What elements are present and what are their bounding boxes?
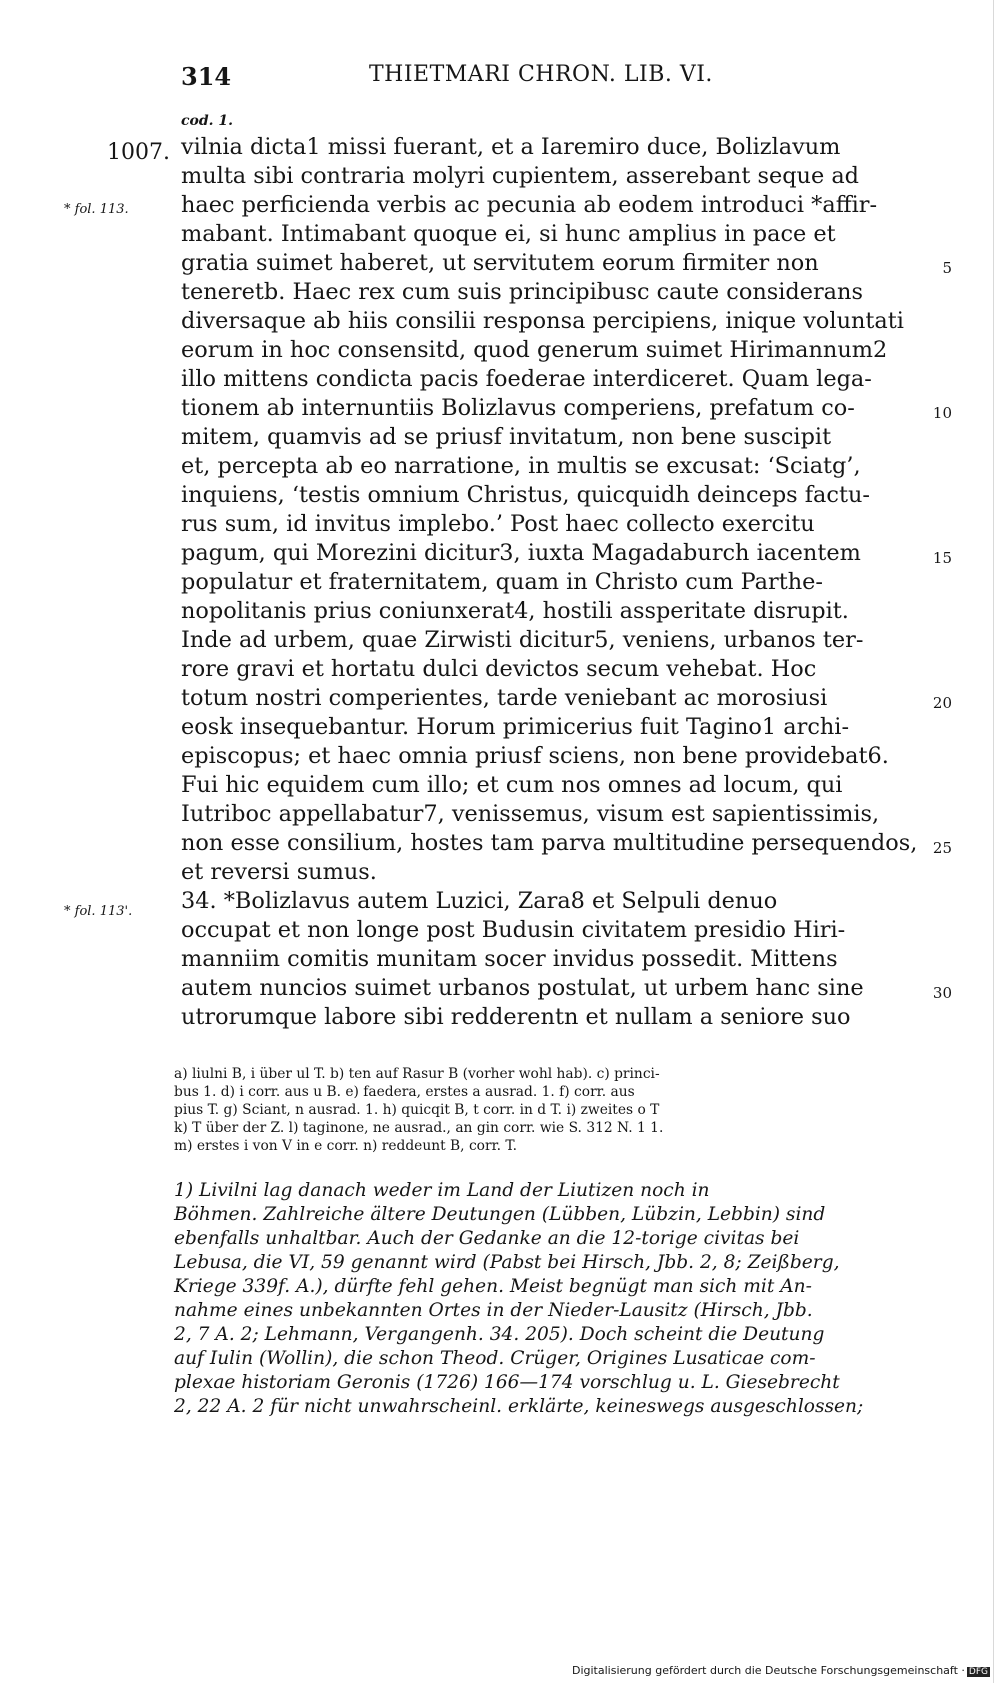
footnote-line: 1) Livilni lag danach weder im Land der Liutizen noch in (174, 1180, 710, 1201)
folio-mark: * fol. 113'. (64, 904, 133, 919)
footnote-line: Lebusa, die VI, 59 genannt wird (Pabst bei Hirsch, Jbb. 2, 8; Zeißberg, (174, 1252, 840, 1273)
footnote-line: 2, 7 A. 2; Lehmann, Vergangenh. 34. 205). Doch scheint die Deutung (174, 1324, 825, 1345)
text-line: Fui hic equidem cum illo; et cum nos omnes ad locum, qui (181, 772, 843, 798)
text-line: totum nostri comperientes, tarde veniebant ac morosiusi (181, 685, 828, 711)
folio-mark: * fol. 113. (64, 202, 129, 217)
text-line: 34. *Bolizlavus autem Luzici, Zara8 et Selpuli denuo (181, 888, 778, 914)
footnote-line: nahme eines unbekannten Ortes in der Nieder-Lausitz (Hirsch, Jbb. (174, 1300, 813, 1321)
year-margin: 1007. (107, 140, 170, 165)
text-line: multa sibi contraria molyri cupientem, asserebant seque ad (181, 163, 860, 189)
variant-line: a) liulni B, i über ul T. b) ten auf Rasur B (vorher wohl hab). c) princi- (174, 1066, 660, 1082)
text-line: gratia suimet haberet, ut servitutem eorum firmiter non (181, 250, 819, 276)
text-line: non esse consilium, hostes tam parva multitudine persequendos, (181, 830, 918, 856)
footnote-line: plexae historiam Geronis (1726) 166—174 vorschlug u. L. Giesebrecht (174, 1372, 840, 1393)
text-line: inquiens, ‘testis omnium Christus, quicquidh deinceps factu- (181, 482, 870, 508)
variant-line: pius T. g) Sciant, n ausrad. 1. h) quicqit B, t corr. in d T. i) zweites o T (174, 1102, 660, 1118)
text-line: episcopus; et haec omnia priusf sciens, non bene providebat6. (181, 743, 889, 769)
footnote-line: auf Iulin (Wollin), die schon Theod. Crüger, Origines Lusaticae com- (174, 1348, 816, 1369)
variant-line: k) T über der Z. l) taginone, ne ausrad., an gin corr. wie S. 312 N. 1 1. (174, 1120, 664, 1136)
line-number: 10 (932, 404, 952, 422)
text-line: pagum, qui Morezini dicitur3, iuxta Magadaburch iacentem (181, 540, 861, 566)
text-line: mitem, quamvis ad se priusf invitatum, non bene suscipit (181, 424, 832, 450)
dfg-logo: DFG (968, 1667, 988, 1677)
cod-note: cod. 1. (181, 113, 234, 129)
text-line: tionem ab internuntiis Bolizlavus comperiens, prefatum co- (181, 395, 855, 421)
page-number: 314 (181, 62, 232, 91)
line-number: 5 (942, 259, 952, 277)
line-number: 20 (932, 694, 952, 712)
colophon-text: Digitalisierung gefördert durch die Deutsche Forschungsgemeinschaft · (571, 1664, 965, 1677)
text-line: rore gravi et hortatu dulci devictos secum vehebat. Hoc (181, 656, 817, 682)
text-line: mabant. Intimabant quoque ei, si hunc amplius in pace et (181, 221, 836, 247)
text-line: diversaque ab hiis consilii responsa percipiens, inique voluntati (181, 308, 904, 334)
line-number: 25 (932, 839, 952, 857)
text-line: rus sum, id invitus implebo.’ Post haec collecto exercitu (181, 511, 815, 537)
text-line: eorum in hoc consensitd, quod generum suimet Hirimannum2 (181, 337, 888, 363)
line-number: 30 (932, 984, 952, 1002)
text-line: Inde ad urbem, quae Zirwisti dicitur5, veniens, urbanos ter- (181, 627, 864, 653)
text-line: autem nuncios suimet urbanos postulat, ut urbem hanc sine (181, 975, 864, 1001)
line-number: 15 (932, 549, 952, 567)
variant-line: bus 1. d) i corr. aus u B. e) faedera, erstes a ausrad. 1. f) corr. aus (174, 1084, 635, 1100)
footnote-line: Kriege 339f. A.), dürfte fehl gehen. Meist begnügt man sich mit An- (174, 1276, 812, 1297)
footnote-line: Böhmen. Zahlreiche ältere Deutungen (Lübben, Lübzin, Lebbin) sind (174, 1204, 826, 1225)
variant-line: m) erstes i von V in e corr. n) reddeunt B, corr. T. (174, 1138, 517, 1154)
footnote-line: 2, 22 A. 2 für nicht unwahrscheinl. erklärte, keineswegs ausgeschlossen; (174, 1396, 864, 1417)
text-line: illo mittens condicta pacis foederae interdiceret. Quam lega- (181, 366, 872, 392)
footnote-line: ebenfalls unhaltbar. Auch der Gedanke an die 12-torige civitas bei (174, 1228, 800, 1249)
text-line: eosk insequebantur. Horum primicerius fuit Tagino1 archi- (181, 714, 850, 740)
text-line: et reversi sumus. (181, 859, 377, 885)
text-line: populatur et fraternitatem, quam in Christo cum Parthe- (181, 569, 823, 595)
text-line: haec perficienda verbis ac pecunia ab eodem introduci *affir- (181, 192, 878, 218)
text-line: et, percepta ab eo narratione, in multis se excusat: ‘Sciatg’, (181, 453, 861, 479)
digitization-colophon (572, 1664, 990, 1677)
text-line: utrorumque labore sibi redderentn et nullam a seniore suo (181, 1004, 851, 1030)
text-line: Iutriboc appellabatur7, venissemus, visum est sapientissimis, (181, 801, 880, 827)
text-line: nopolitanis prius coniunxerat4, hostili assperitate disrupit. (181, 598, 849, 624)
running-title: THIETMARI CHRON. LIB. VI. (369, 62, 713, 87)
text-line: occupat et non longe post Budusin civitatem presidio Hiri- (181, 917, 846, 943)
text-line: manniim comitis munitam socer invidus possedit. Mittens (181, 946, 838, 972)
scan-edge-line (993, 0, 994, 1683)
text-line: vilnia dicta1 missi fuerant, et a Iaremiro duce, Bolizlavum (181, 134, 841, 160)
text-line: teneretb. Haec rex cum suis principibusc caute considerans (181, 279, 863, 305)
